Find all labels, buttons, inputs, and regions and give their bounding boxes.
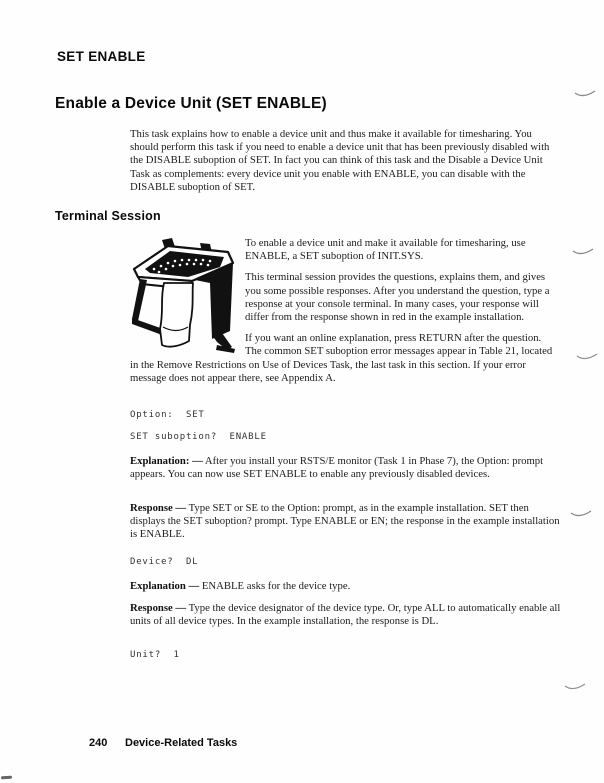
response-lead: Response — bbox=[130, 602, 187, 614]
terminal-session-paragraph-3: If you want an online explanation, press RETURN after the question. The common SET suboption error messages appear in Table 21, located in the Remove Restrictions on Use of Devices Task, the last task in this section. If your error message does not appear there, see Appendix A. bbox=[130, 332, 553, 384]
printer-terminal-icon bbox=[132, 237, 237, 355]
scan-artifact bbox=[1, 776, 12, 780]
page-curl-mark bbox=[570, 510, 592, 520]
intro-paragraph: This task explains how to enable a device unit and thus make it available for timesharing. You should perform this task if you need to enable a device unit that has been previously disabled with the DISABLE suboption of SET. In fact you can think of this task and the Disable a Device Unit Task as complements: every device unit you enable with ENABLE, you can disable with the DISABLE suboption of SET. bbox=[130, 128, 550, 193]
console-prompt-unit: Unit? 1 bbox=[130, 650, 180, 660]
response-text: Type SET or SE to the Option: prompt, as in the example installation. SET then displays the SET suboption? prompt. Type ENABLE or EN; the response in the example installation is ENABLE. bbox=[130, 502, 560, 541]
explanation-paragraph-2 bbox=[130, 580, 562, 593]
explanation-lead: Explanation: — bbox=[130, 455, 203, 467]
terminal-session-paragraph-1: To enable a device unit and make it available for timesharing, use ENABLE, a SET suboption of INIT.SYS. bbox=[245, 237, 526, 263]
page-curl-mark bbox=[564, 683, 586, 693]
response-paragraph-1 bbox=[130, 502, 562, 542]
console-prompt-suboption: SET suboption? ENABLE bbox=[130, 432, 267, 442]
response-lead: Response — bbox=[130, 502, 187, 514]
page-curl-mark bbox=[576, 353, 598, 363]
console-prompt-device: Device? DL bbox=[130, 557, 199, 567]
response-paragraph-2 bbox=[130, 602, 562, 628]
explanation-lead: Explanation — bbox=[130, 580, 200, 592]
running-head: SET ENABLE bbox=[57, 49, 146, 64]
console-prompt-option: Option: SET bbox=[130, 410, 205, 420]
terminal-session-paragraph-2: This terminal session provides the questions, explains them, and gives you some possible responses. After you understand the question, type a response at your console terminal. In many cases, your response will differ from the response shown in red in the example installation. bbox=[245, 271, 550, 324]
explanation-text: After you install your RSTS/E monitor (Task 1 in Phase 7), the Option: prompt appears. You can now use SET ENABLE to enable any previously disabled devices. bbox=[130, 455, 544, 481]
page-curl-mark bbox=[572, 248, 594, 258]
footer-section-title: Device-Related Tasks bbox=[125, 737, 238, 749]
terminal-session-heading: Terminal Session bbox=[55, 209, 161, 223]
explanation-paragraph-1 bbox=[130, 455, 562, 481]
response-text: Type the device designator of the device type. Or, type ALL to automatically enable all units of all device types. In the example installation, the response is DL. bbox=[130, 602, 561, 628]
page-title: Enable a Device Unit (SET ENABLE) bbox=[55, 95, 327, 112]
footer-page-number: 240 bbox=[89, 737, 108, 749]
page-curl-mark bbox=[574, 90, 596, 100]
terminal-session-block bbox=[130, 231, 556, 393]
explanation-text: ENABLE asks for the device type. bbox=[201, 580, 351, 592]
